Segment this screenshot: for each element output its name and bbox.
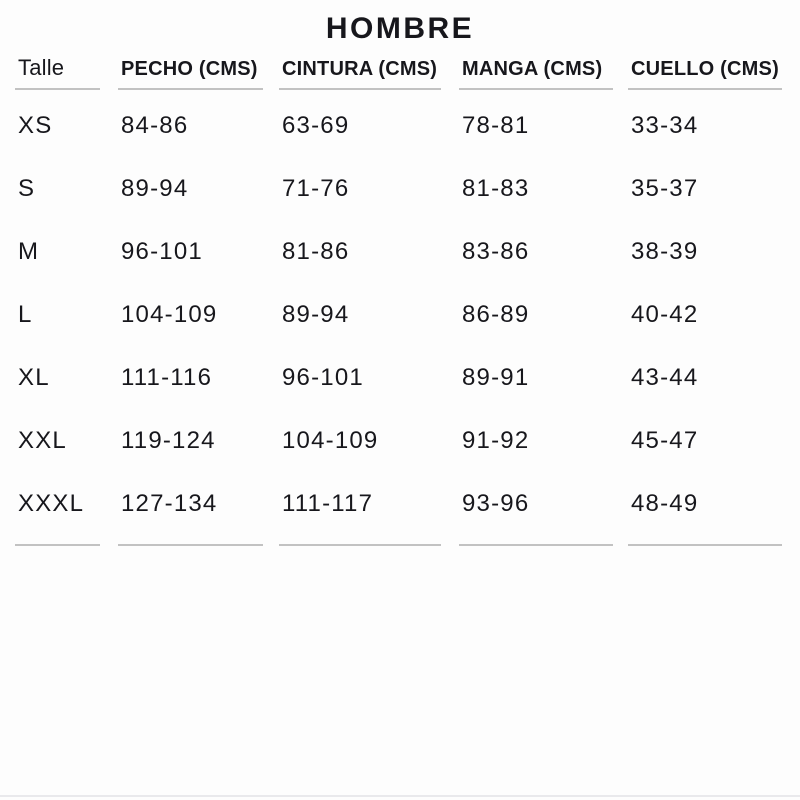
manga-value: 83-86 <box>462 237 530 265</box>
column-header-label: CINTURA (CMS) <box>279 58 441 90</box>
cuello-value: 48-49 <box>631 489 699 517</box>
page-title: HOMBRE <box>325 12 475 45</box>
footer-cell <box>15 531 118 546</box>
size-label: XS <box>18 111 53 139</box>
table-bottom-rule <box>628 544 782 546</box>
column-header-cintura <box>279 54 459 90</box>
column-header-cuello <box>628 54 782 90</box>
footer-cell <box>459 531 628 546</box>
cintura-value: 63-69 <box>282 111 350 139</box>
cuello-value: 35-37 <box>631 174 699 202</box>
manga-value: 86-89 <box>462 300 530 328</box>
size-label: XXXL <box>18 489 85 517</box>
pecho-value: 96-101 <box>121 237 203 265</box>
size-label: S <box>18 174 36 202</box>
manga-value: 89-91 <box>462 363 530 391</box>
cuello-value: 38-39 <box>631 237 699 265</box>
size-label: L <box>18 300 33 328</box>
manga-value: 93-96 <box>462 489 530 517</box>
pecho-value: 84-86 <box>121 111 189 139</box>
pecho-value: 104-109 <box>121 300 218 328</box>
manga-value: 78-81 <box>462 111 530 139</box>
cuello-value: 40-42 <box>631 300 699 328</box>
table-bottom-rule <box>459 544 613 546</box>
cuello-value: 45-47 <box>631 426 699 454</box>
cintura-value: 104-109 <box>282 426 379 454</box>
size-label: XL <box>18 363 50 391</box>
column-header-pecho <box>118 54 279 90</box>
column-header-label: Talle <box>15 55 100 90</box>
column-header-label: MANGA (CMS) <box>459 58 613 90</box>
cintura-value: 96-101 <box>282 363 364 391</box>
table-bottom-rule <box>15 544 100 546</box>
size-label: XXL <box>18 426 67 454</box>
pecho-value: 111-116 <box>121 363 213 391</box>
pecho-value: 89-94 <box>121 174 189 202</box>
cintura-value: 71-76 <box>282 174 350 202</box>
pecho-value: 127-134 <box>121 489 218 517</box>
pecho-value: 119-124 <box>121 426 216 454</box>
column-header-talle <box>15 54 118 90</box>
manga-value: 81-83 <box>462 174 530 202</box>
column-header-label: PECHO (CMS) <box>118 58 263 90</box>
manga-value: 91-92 <box>462 426 530 454</box>
cuello-value: 33-34 <box>631 111 699 139</box>
cintura-value: 111-117 <box>282 489 374 517</box>
column-header-manga <box>459 54 628 90</box>
cintura-value: 81-86 <box>282 237 350 265</box>
size-label: M <box>18 237 40 265</box>
table-bottom-rule <box>279 544 441 546</box>
footer-cell <box>118 531 279 546</box>
footer-cell <box>628 531 782 546</box>
table-bottom-rule <box>118 544 263 546</box>
cuello-value: 43-44 <box>631 363 699 391</box>
footer-cell <box>279 531 459 546</box>
cintura-value: 89-94 <box>282 300 350 328</box>
size-table <box>15 54 782 546</box>
column-header-label: CUELLO (CMS) <box>628 58 782 90</box>
page-bottom-divider <box>0 795 800 797</box>
